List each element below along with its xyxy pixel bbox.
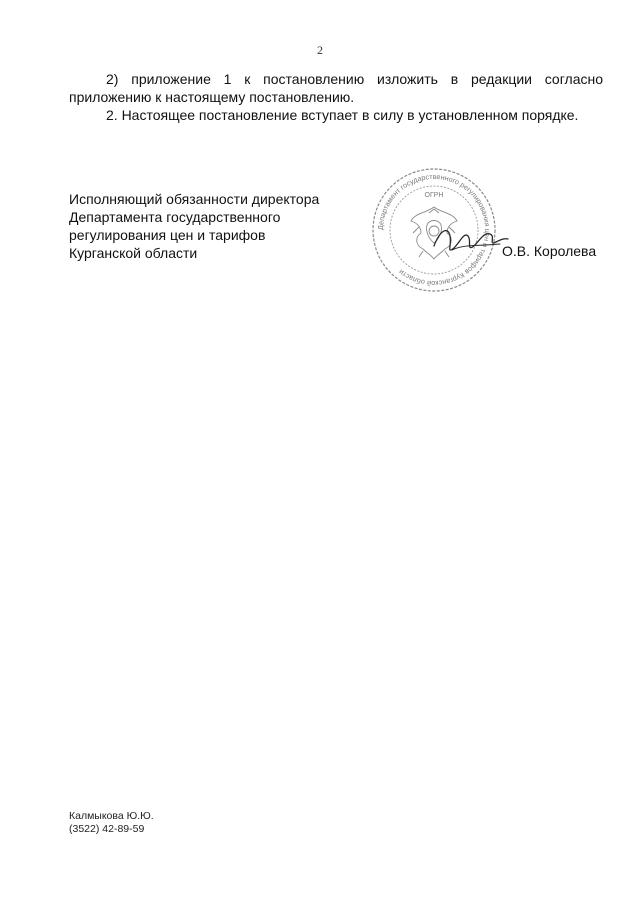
page-number: 2 xyxy=(317,43,323,57)
executor-info xyxy=(69,810,154,836)
seal-ogrn-text: ОГРН xyxy=(424,192,444,199)
signatory-title xyxy=(69,190,369,262)
paragraph-appendix: 2) приложение 1 к постановлению изложить в редакции согласно приложению к настоящему постановлению. xyxy=(69,71,603,105)
handwritten-signature xyxy=(430,220,510,260)
executor-name: Калмыкова Ю.Ю. xyxy=(69,810,154,822)
body-text xyxy=(69,70,603,124)
executor-phone: (3522) 42-89-59 xyxy=(69,823,145,835)
paragraph-effective: 2. Настоящее постановление вступает в силу в установленном порядке. xyxy=(106,107,579,123)
signatory-title-line: Курганской области xyxy=(69,245,198,261)
signer-name: О.В. Королева xyxy=(502,243,597,259)
signatory-title-line: регулирования цен и тарифов xyxy=(69,227,266,243)
signatory-title-line: Исполняющий обязанности директора xyxy=(69,191,320,207)
signatory-title-line: Департамента государственного xyxy=(69,209,281,225)
seal-ring-text: Департамент государственного регулирования цен и тарифов Курганской области xyxy=(375,171,493,289)
